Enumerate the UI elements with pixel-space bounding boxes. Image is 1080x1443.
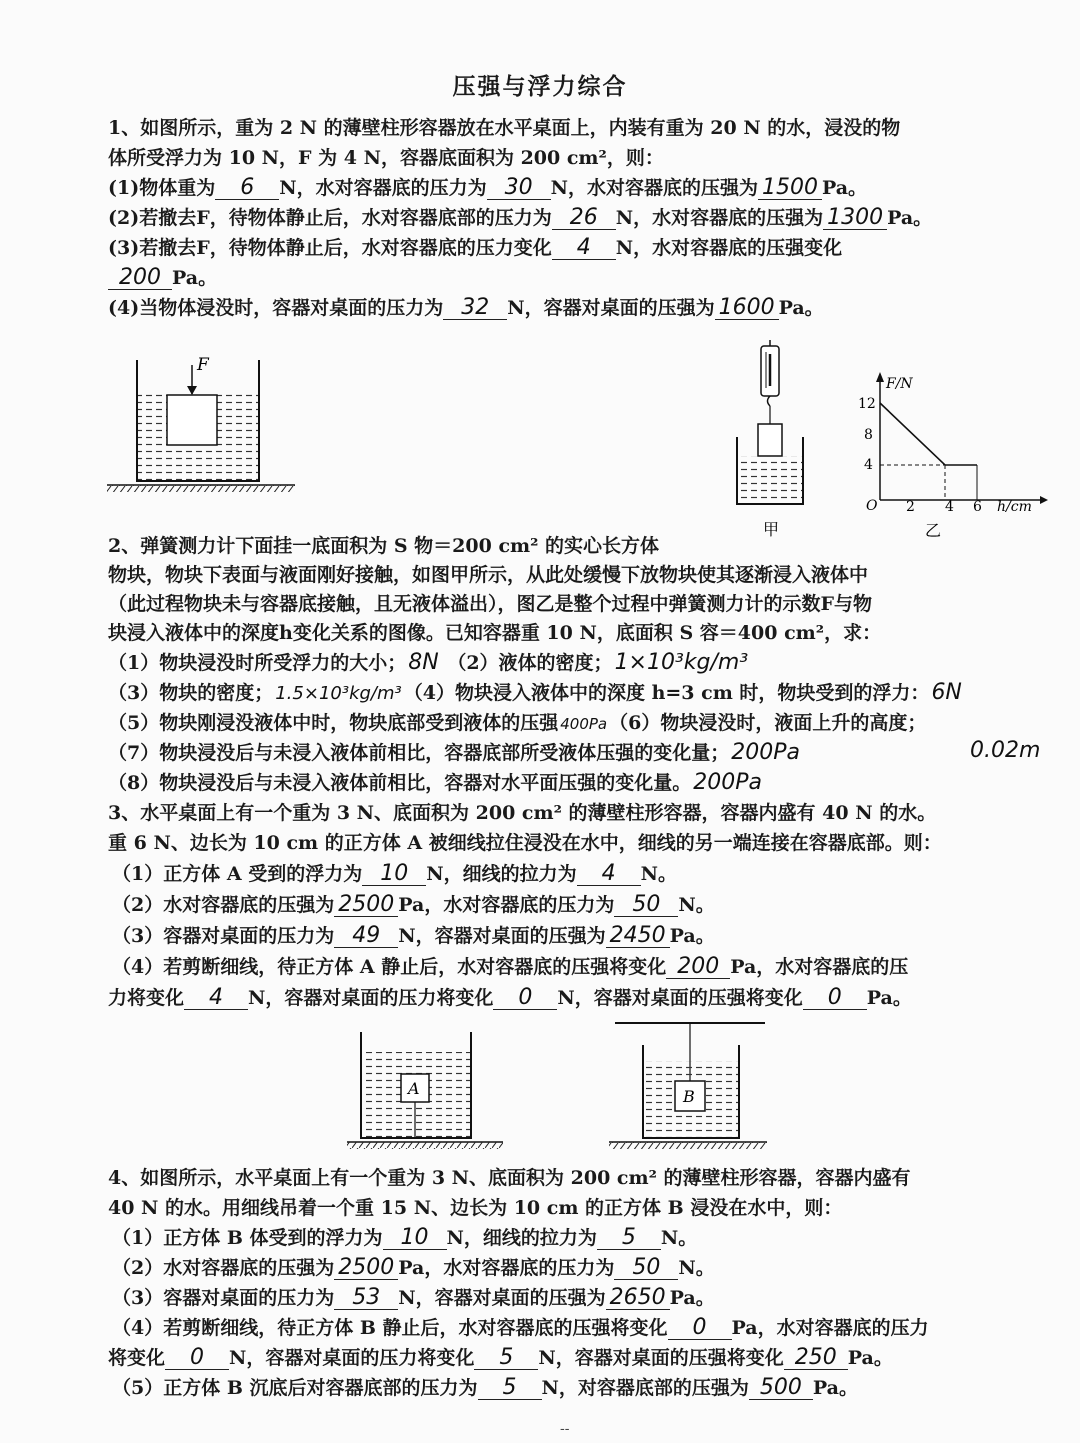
q1-answer-5: 1300 <box>823 207 887 230</box>
q2-answer-2: 1×10³kg/m³ <box>614 650 749 675</box>
q4-answer-2: 5 <box>597 1227 661 1250</box>
q3-p1-text-b: N，细线的拉力为 <box>426 863 577 885</box>
q3-p3-text-c: Pa。 <box>669 925 715 947</box>
q2-p3-text: （3）物块的密度； <box>108 682 274 704</box>
figure-jia-label: 甲 <box>763 520 780 539</box>
q3-answer-2: 4 <box>577 863 641 886</box>
q2-line-3: （此过程物块未与容器底接触，且无液体溢出），图乙是整个过程中弹簧测力计的示数F与物 <box>108 593 872 615</box>
q3-p2-text: （2）水对容器底的压强为 <box>112 894 335 916</box>
figure-jia <box>730 340 810 540</box>
q1-p2-text-c: Pa。 <box>887 207 933 229</box>
q1-answer-2: 30 <box>487 177 551 200</box>
q3-part-3 <box>112 924 715 948</box>
q3-p5-text: 力将变化 <box>108 987 185 1009</box>
x-tick-6: 6 <box>973 499 982 515</box>
q4-p5-text: 将变化 <box>108 1347 166 1369</box>
q2-p2-text: （2）液体的密度； <box>447 652 613 674</box>
q1-p2-text: (2)若撤去F，待物体静止后，水对容器底部的压力为 <box>108 207 552 229</box>
q3-p3-text: （3）容器对桌面的压力为 <box>112 925 335 947</box>
q4-p2-text: （2）水对容器底的压强为 <box>112 1257 335 1279</box>
q3-part-2 <box>112 893 715 917</box>
q3-answer-4: 50 <box>614 894 678 917</box>
origin-label: O <box>866 498 878 514</box>
q4-line-2: 40 N 的水。用细线吊着一个重 15 N、边长为 10 cm 的正方体 B 浸没在水中，则： <box>108 1197 843 1219</box>
q3-answer-6: 2450 <box>606 925 670 948</box>
page-title: 压强与浮力综合 <box>452 73 628 100</box>
q2-part-1-2 <box>108 651 750 675</box>
q3-p5-text-b: N，容器对桌面的压力将变化 <box>248 987 494 1009</box>
q4-answer-7: 0 <box>668 1317 732 1340</box>
q1-p1-text-b: N，水对容器底的压力为 <box>279 177 487 199</box>
q3-answer-1: 10 <box>362 863 426 886</box>
q2-part-5-6 <box>108 711 926 735</box>
q3-line-1: 3、水平桌面上有一个重为 3 N、底面积为 200 cm² 的薄壁柱形容器，容器内盛有 40 N 的水。 <box>108 802 937 824</box>
q4-part-4 <box>112 1316 929 1340</box>
q3-p5-text-d: Pa。 <box>866 987 912 1009</box>
q3-part-1 <box>112 862 677 886</box>
q4-part-3 <box>112 1286 715 1310</box>
q2-answer-6 <box>968 739 1042 763</box>
y-tick-8: 8 <box>864 427 873 443</box>
q1-part-3-cont <box>108 266 217 290</box>
q2-part-7 <box>108 741 802 765</box>
q3-part-4 <box>112 955 908 979</box>
q3-p1-text: （1）正方体 A 受到的浮力为 <box>112 863 363 885</box>
q3-p4-text: （4）若剪断细线，待正方体 A 静止后，水对容器底的压强将变化 <box>112 956 667 978</box>
q4-p3-text: （3）容器对桌面的压力为 <box>112 1287 335 1309</box>
q2-p5-text: （5）物块刚浸没液体中时，物块底部受到液体的压强 <box>108 712 559 734</box>
x-tick-2: 2 <box>906 499 915 515</box>
q3-p5-text-c: N，容器对桌面的压强将变化 <box>557 987 803 1009</box>
y-tick-4: 4 <box>864 457 873 473</box>
q4-p3-text-c: Pa。 <box>669 1287 715 1309</box>
q1-line-2: 体所受浮力为 10 N，F 为 4 N，容器底面积为 200 cm²，则： <box>108 147 664 169</box>
q2-part-3-4 <box>108 681 964 705</box>
q1-answer-7: 200 <box>108 267 172 290</box>
q3-part-4-cont <box>108 986 912 1010</box>
q4-answer-6: 2650 <box>606 1287 670 1310</box>
q4-p4-text-b: Pa，水对容器底的压力 <box>731 1317 929 1339</box>
q1-p4-text-c: Pa。 <box>778 297 824 319</box>
q1-answer-3: 1500 <box>758 177 822 200</box>
q4-part-2 <box>112 1256 715 1280</box>
q3-answer-10: 0 <box>803 987 867 1010</box>
q3-p4-text-b: Pa，水对容器底的压 <box>730 956 909 978</box>
q1-part-2 <box>108 206 932 230</box>
q3-p2-text-b: Pa，水对容器底的压力为 <box>398 894 615 916</box>
q3-answer-3: 2500 <box>334 894 398 917</box>
q4-line-1: 4、如图所示，水平桌面上有一个重为 3 N、底面积为 200 cm² 的薄壁柱形容器，容器内盛有 <box>108 1167 911 1189</box>
q4-answer-10: 250 <box>784 1347 848 1370</box>
q3-answer-5: 49 <box>334 925 398 948</box>
q3-p3-text-b: N，容器对桌面的压强为 <box>398 925 606 947</box>
q3-answer-8: 4 <box>184 987 248 1010</box>
q1-line-1: 1、如图所示，重为 2 N 的薄壁柱形容器放在水平桌面上，内装有重为 20 N 的水，浸没的物 <box>108 117 901 139</box>
q1-p3-text-b: N，水对容器底的压强变化 <box>615 237 843 259</box>
q1-part-1 <box>108 176 867 200</box>
q2-p8-text: （8）物块浸没后与未浸入液体前相比，容器对水平面压强的变化量。 <box>108 772 692 794</box>
q1-p4-text-b: N，容器对桌面的压强为 <box>507 297 715 319</box>
q2-answer-3: 1.5×10³kg/m³ <box>275 683 402 704</box>
q2-answer-8: 200Pa <box>693 770 762 795</box>
q4-p6-text-c: Pa。 <box>812 1377 858 1399</box>
q4-p5-text-d: Pa。 <box>847 1347 893 1369</box>
q1-part-3 <box>108 236 842 260</box>
q1-p3-text-c: Pa。 <box>172 267 218 289</box>
q4-p5-text-b: N，容器对桌面的压力将变化 <box>229 1347 475 1369</box>
q4-answer-9: 5 <box>474 1347 538 1370</box>
q4-part-4-cont <box>108 1346 893 1370</box>
figure-yi-label: 乙 <box>925 521 942 540</box>
q3-answer-7: 200 <box>666 956 730 979</box>
q1-answer-4: 26 <box>552 207 616 230</box>
q1-container-figure <box>105 350 300 495</box>
x-tick-4: 4 <box>945 499 954 515</box>
q4-p1-text-c: N。 <box>660 1227 698 1249</box>
q1-answer-8: 32 <box>443 297 507 320</box>
q3-line-2: 重 6 N、边长为 10 cm 的正方体 A 被细线拉住浸没在水中，细线的另一端连接在容器底部。则： <box>108 832 942 854</box>
q4-answer-3: 2500 <box>334 1257 398 1280</box>
figure-block-b <box>605 1015 770 1153</box>
q4-part-1 <box>112 1226 697 1250</box>
q2-part-8 <box>108 771 764 795</box>
q4-part-5 <box>112 1376 858 1400</box>
q4-answer-4: 50 <box>614 1257 678 1280</box>
q1-p1-text-d: Pa。 <box>821 177 868 199</box>
q1-p1-text: (1)物体重为 <box>108 177 216 199</box>
q4-p6-text: （5）正方体 B 沉底后对容器底部的压力为 <box>112 1377 478 1399</box>
q4-answer-12: 500 <box>749 1377 813 1400</box>
q2-answer-6-text: 0.02m <box>970 738 1041 763</box>
q1-p2-text-b: N，水对容器底的压强为 <box>615 207 824 229</box>
force-label: F <box>197 355 209 375</box>
q1-p1-text-c: N，水对容器底的压强为 <box>550 177 758 199</box>
q4-p6-text-b: N，对容器底部的压强为 <box>541 1377 749 1399</box>
y-axis-label: F/N <box>886 376 913 392</box>
q4-answer-11: 5 <box>478 1377 542 1400</box>
q3-answer-9: 0 <box>493 987 557 1010</box>
y-tick-12: 12 <box>858 396 876 412</box>
q4-p3-text-b: N，容器对桌面的压强为 <box>398 1287 606 1309</box>
q4-p1-text-b: N，细线的拉力为 <box>446 1227 597 1249</box>
hanging-block <box>758 424 782 456</box>
force-curve <box>880 403 977 465</box>
q2-line-4: 块浸入液体中的深度h变化关系的图像。已知容器重 10 N，底面积 S 容＝400 cm²，求： <box>108 622 882 644</box>
q2-line-2: 物块，物块下表面与液面刚好接触，如图甲所示，从此处缓慢下放物块使其逐渐浸入液体中 <box>108 564 869 586</box>
q2-p6-text: （6）物块浸没时，液面上升的高度； <box>609 712 927 734</box>
q2-p1-text: （1）物块浸没时所受浮力的大小； <box>108 652 407 674</box>
page-number-mark: -- <box>560 1421 570 1437</box>
q1-p4-text: (4)当物体浸没时，容器对桌面的压力为 <box>108 297 444 319</box>
q2-answer-5: 400Pa <box>560 715 608 733</box>
q4-p2-text-c: N。 <box>678 1257 715 1279</box>
q1-part-4 <box>108 296 824 320</box>
q2-answer-1: 8N <box>408 650 439 675</box>
q2-p7-text: （7）物块浸没后与未浸入液体前相比，容器底部所受液体压强的变化量； <box>108 742 730 764</box>
q4-p2-text-b: Pa，水对容器底的压力为 <box>398 1257 615 1279</box>
x-axis-label: h/cm <box>997 499 1032 515</box>
figure-block-a <box>345 1028 505 1153</box>
figure-yi-graph <box>850 368 1050 543</box>
q1-answer-9: 1600 <box>715 297 779 320</box>
q2-p4-text: （4）物块浸入液体中的深度 h=3 cm 时，物块受到的浮力： <box>403 682 930 704</box>
q4-p4-text: （4）若剪断细线，待正方体 B 静止后，水对容器底的压强将变化 <box>112 1317 668 1339</box>
q2-answer-4: 6N <box>931 680 962 705</box>
q4-answer-8: 0 <box>165 1347 229 1370</box>
q2-line-1: 2、弹簧测力计下面挂一底面积为 S 物＝200 cm² 的实心长方体 <box>108 535 660 557</box>
q4-answer-5: 53 <box>334 1287 398 1310</box>
q1-answer-1: 6 <box>215 177 279 200</box>
q1-p3-text: (3)若撤去F，待物体静止后，水对容器底的压力变化 <box>108 237 552 259</box>
cube-b-label: B <box>683 1087 695 1106</box>
q4-p1-text: （1）正方体 B 体受到的浮力为 <box>112 1227 383 1249</box>
cube-a-label: A <box>408 1079 420 1098</box>
liquid <box>737 456 803 504</box>
submerged-block <box>167 395 217 445</box>
q3-p1-text-c: N。 <box>640 863 677 885</box>
q1-answer-6: 4 <box>552 237 616 260</box>
q4-p5-text-c: N，容器对桌面的压强将变化 <box>538 1347 784 1369</box>
q4-answer-1: 10 <box>383 1227 447 1250</box>
q3-p2-text-c: N。 <box>678 894 715 916</box>
q2-answer-7: 200Pa <box>731 740 800 765</box>
